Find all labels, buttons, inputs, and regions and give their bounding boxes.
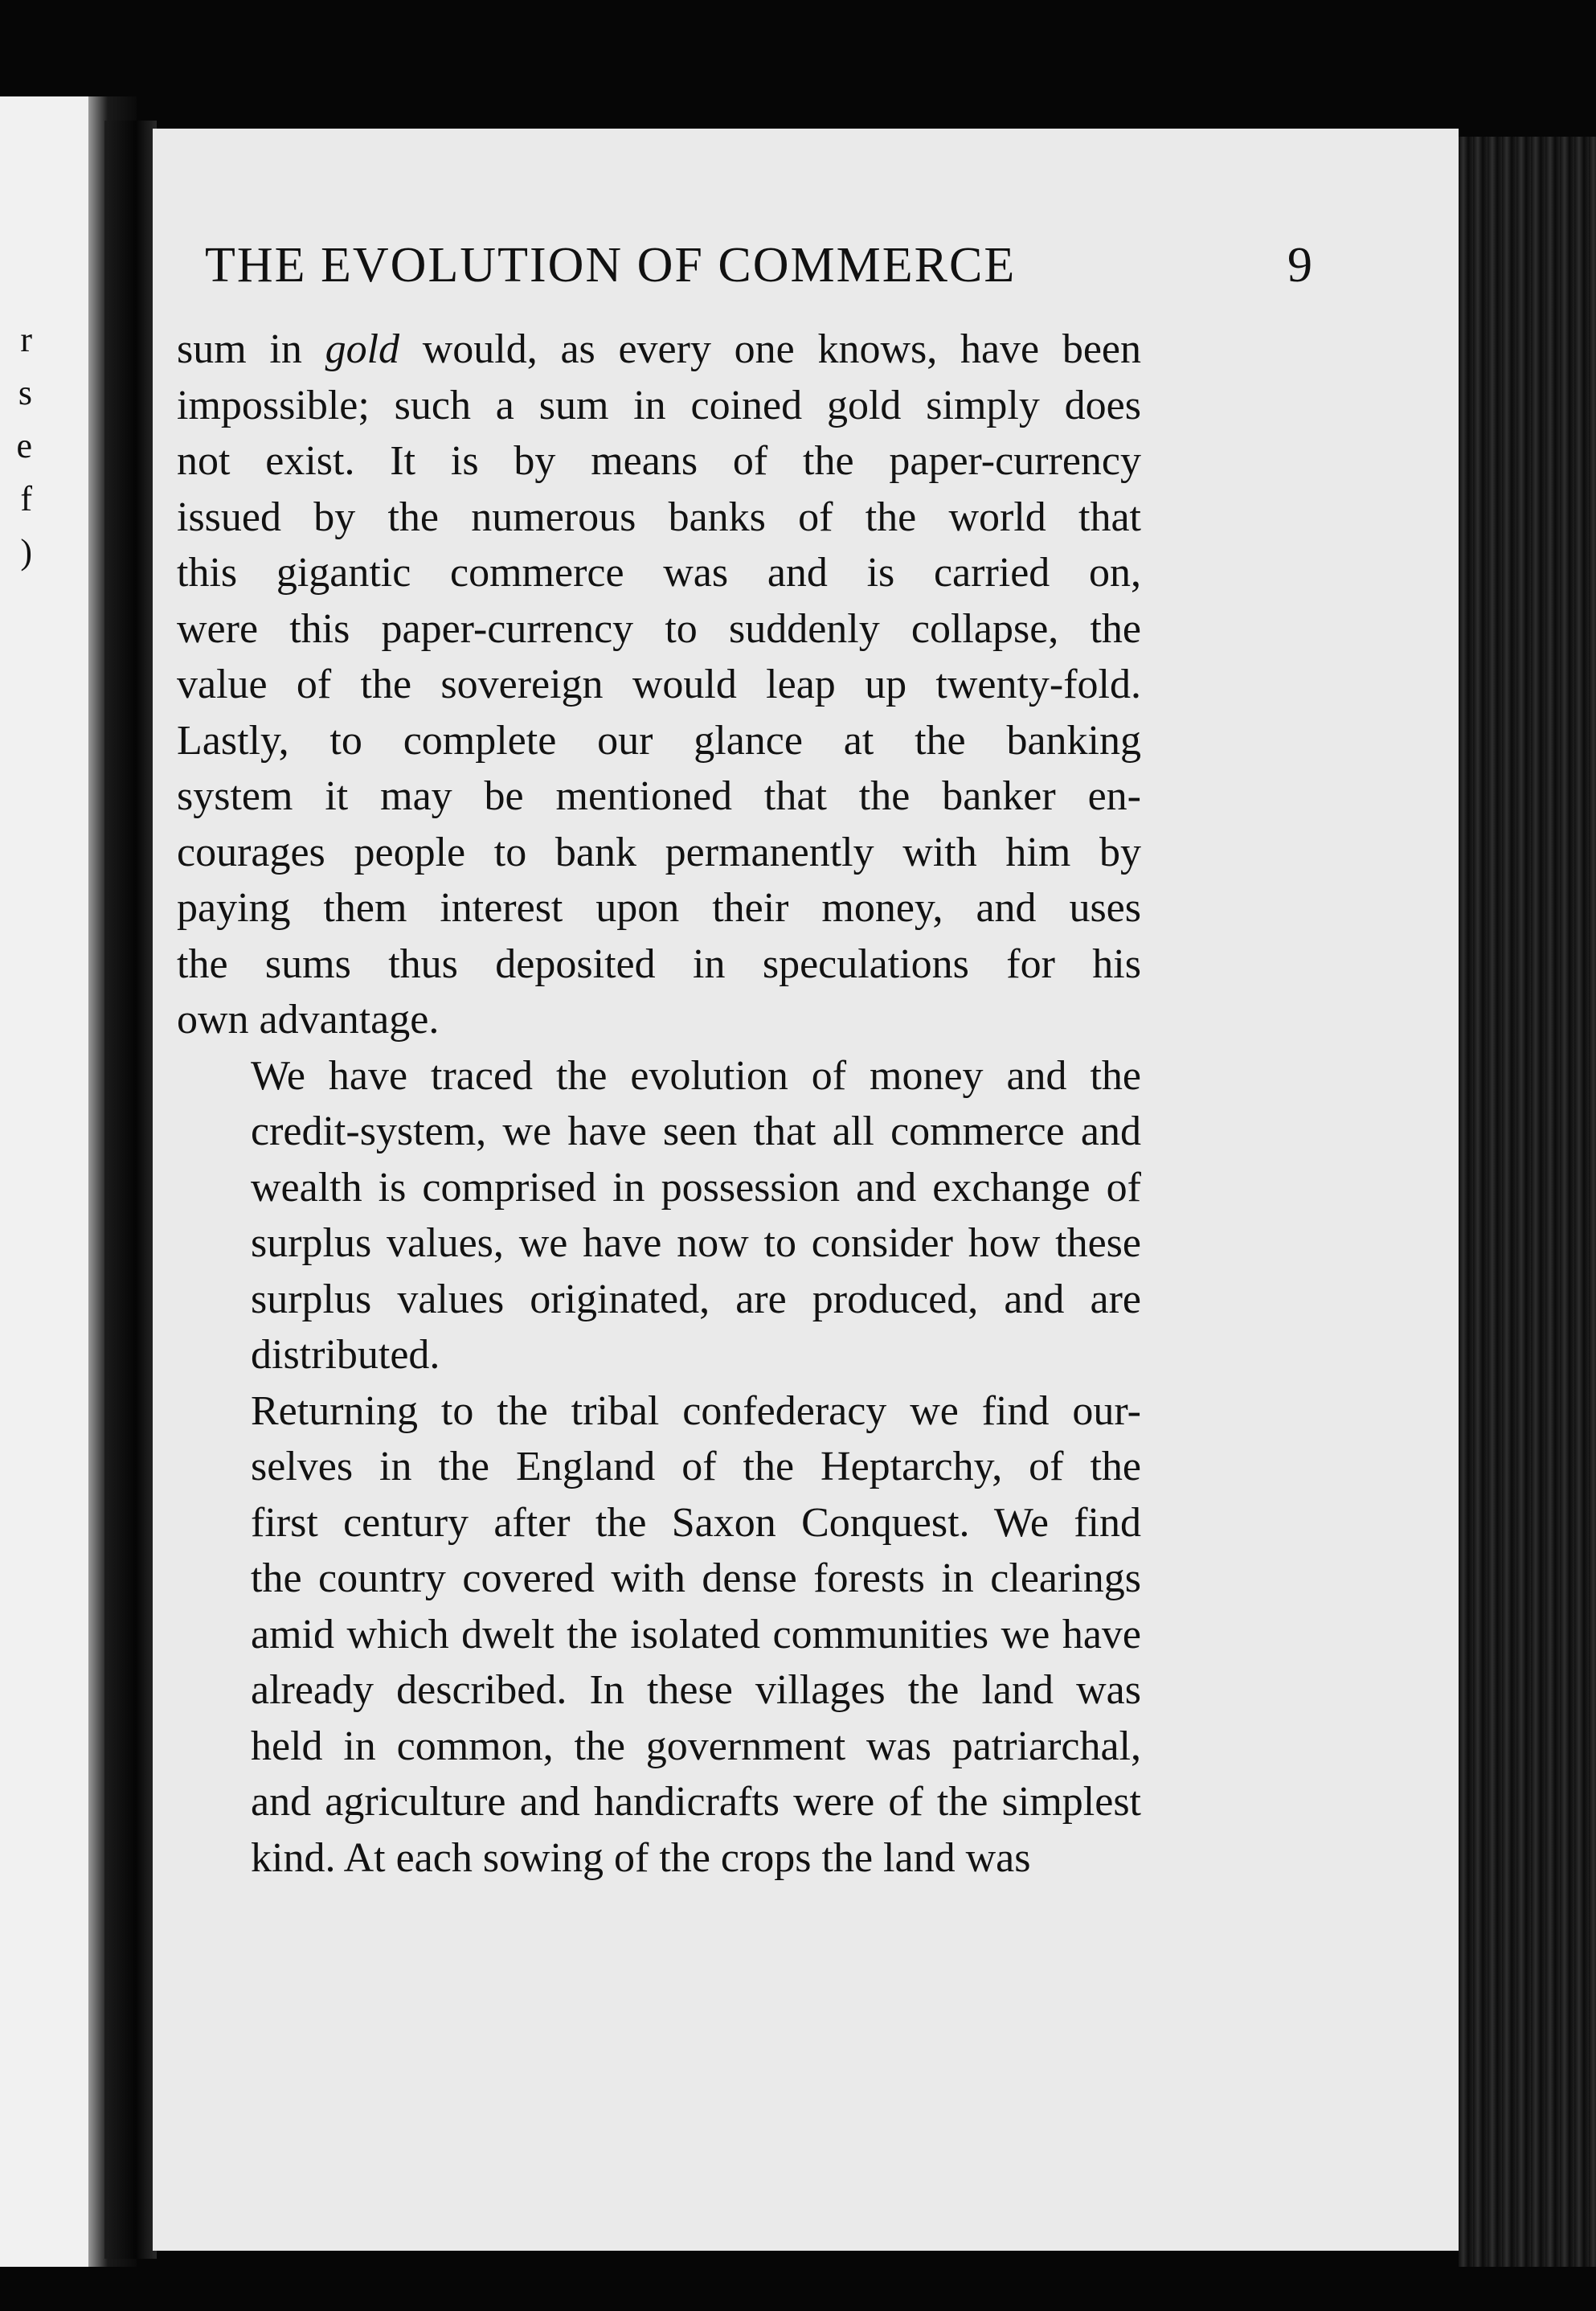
text-line: own advantage. <box>177 997 440 1043</box>
text-line: courages people to bank permanently with him by <box>177 829 1141 875</box>
text-line: the country covered with dense forests in clearings <box>251 1555 1141 1601</box>
paragraph <box>177 1383 1141 1887</box>
text-line: issued by the numerous banks of the world that <box>177 494 1141 540</box>
text-line: distributed. <box>251 1332 440 1378</box>
text-line: not exist. It is by means of the paper-currency <box>177 438 1141 484</box>
facing-page-letter: e <box>16 426 32 465</box>
text-line: held in common, the government was patriarchal, <box>251 1723 1141 1769</box>
text-line: paying them interest upon their money, and uses <box>177 885 1141 931</box>
text-line: wealth is comprised in possession and exchange of <box>251 1164 1141 1211</box>
text-line: kind. At each sowing of the crops the land was <box>251 1834 1031 1881</box>
paragraph <box>177 1048 1141 1383</box>
text-line: Returning to the tribal confederacy we find our- <box>251 1387 1141 1434</box>
facing-page-letter: f <box>20 479 32 518</box>
running-head: THE EVOLUTION OF COMMERCE <box>205 238 1017 293</box>
text-line: impossible; such a sum in coined gold simply does <box>177 382 1141 428</box>
text-line: We have traced the evolution of money and the <box>251 1052 1141 1099</box>
italic-word: gold <box>325 326 400 372</box>
text-line: first century after the Saxon Conquest. We find <box>251 1499 1141 1546</box>
facing-page-letter: ) <box>20 532 32 572</box>
text-line: Lastly, to complete our glance at the banking <box>177 717 1141 764</box>
facing-page-letter: r <box>20 320 32 359</box>
paragraph <box>177 322 1141 1048</box>
facing-page-margin-text <box>0 313 32 579</box>
text-line: selves in the England of the Heptarchy, of the <box>251 1444 1141 1489</box>
text-line: sum in gold would, as every one knows, have been <box>177 326 1141 372</box>
book-edge <box>1459 137 1596 2267</box>
text-line: the sums thus deposited in speculations for his <box>177 940 1141 987</box>
facing-page-letter: s <box>18 373 32 412</box>
text-line: value of the sovereign would leap up twenty-fold. <box>177 662 1141 707</box>
text-line: system it may be mentioned that the banker en- <box>177 773 1141 819</box>
text-line: already described. In these villages the land was <box>251 1667 1141 1713</box>
text-line: and agriculture and handicrafts were of the simplest <box>251 1779 1141 1825</box>
text-line: were this paper-currency to suddenly collapse, the <box>177 605 1141 652</box>
page-number: 9 <box>1287 238 1314 293</box>
book-page <box>153 129 1459 2251</box>
binding-gutter <box>104 121 157 2259</box>
text-line: this gigantic commerce was and is carried on, <box>177 550 1141 596</box>
page-body <box>177 322 1141 1886</box>
text-line: amid which dwelt the isolated communities we have <box>251 1611 1141 1657</box>
text-line: credit-system, we have seen that all commerce and <box>251 1108 1141 1154</box>
text-line: surplus values, we have now to consider how these <box>251 1220 1141 1266</box>
page-header <box>205 237 1314 294</box>
text-line: surplus values originated, are produced, and are <box>251 1276 1141 1322</box>
